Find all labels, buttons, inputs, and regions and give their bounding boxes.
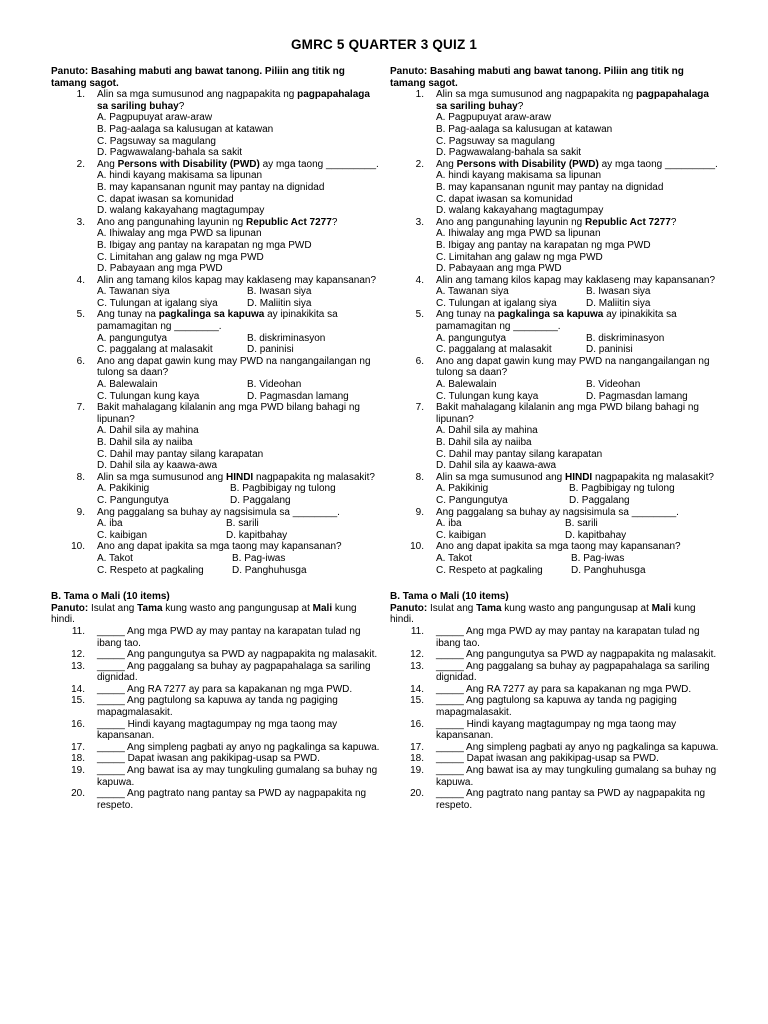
answer-choice: D. Pabayaan ang mga PWD — [97, 263, 223, 275]
statement-text: _____ Ang pangungutya sa PWD ay nagpapakita ng malasakit. — [97, 649, 378, 661]
statement-text: _____ Hindi kayang magtagumpay ng mga taong may kapansanan. — [97, 718, 338, 742]
answer-choice: B. Dahil sila ay naiiba — [436, 437, 532, 448]
page-title: GMRC 5 QUARTER 3 QUIZ 1 — [290, 37, 478, 52]
answer-choice-row — [97, 518, 381, 530]
statement-text: _____ Hindi kayang magtagumpay ng mga taong may kapansanan. — [436, 718, 677, 742]
section-b-heading: B. Tama o Mali (10 items) — [51, 591, 170, 603]
question-number: 12. — [71, 649, 85, 661]
question-number: 19. — [410, 765, 424, 777]
question-text: Alin ang tamang kilos kapag may kaklaseng may kapansanan? — [436, 274, 716, 286]
question-number: 12. — [410, 649, 424, 661]
true-false-item — [51, 626, 381, 649]
answer-choice-row — [97, 565, 381, 577]
statement-text: _____ Dapat iwasan ang pakikipag-usap sa PWD. — [436, 753, 659, 765]
question-text: Ang tunay na pagkalinga sa kapuwa ay ipinakikita sa pamamagitan ng ________. — [436, 309, 677, 333]
answer-choice: B. may kapansanan ngunit may pantay na dignidad — [97, 181, 325, 193]
answer-choice: D. kapitbahay — [565, 529, 627, 541]
question-number: 17. — [71, 741, 85, 753]
question-item — [390, 402, 720, 472]
question-number: 8. — [76, 471, 85, 483]
statement-text: _____ Ang simpleng pagbati ay anyo ng pagkalinga sa kapuwa. — [97, 741, 380, 753]
answer-choice: B. diskriminasyon — [247, 332, 326, 344]
question-text: Ang paggalang sa buhay ay nagsisimula sa ________. — [97, 506, 340, 518]
true-false-list — [51, 626, 381, 812]
answer-choice-row — [97, 483, 381, 495]
answer-choice: A. hindi kayang makisama sa lipunan — [436, 170, 602, 182]
instruction-a: Panuto: Basahing mabuti ang bawat tanong. Piliin ang titik ng tamang sagot. — [51, 66, 345, 89]
answer-blank: _________ — [664, 158, 716, 170]
question-number: 10. — [71, 541, 85, 553]
bold-text: pagkalinga sa kapuwa — [158, 309, 265, 321]
answer-choice: A. Pagpupuyat araw-araw — [97, 112, 213, 124]
bold-text: Persons with Disability (PWD) — [117, 158, 260, 170]
answer-choice: B. may kapansanan ngunit may pantay na dignidad — [436, 181, 664, 193]
true-false-item — [51, 742, 381, 754]
question-text: Alin ang tamang kilos kapag may kaklaseng may kapansanan? — [97, 274, 377, 286]
answer-choice: B. sarili — [565, 518, 598, 530]
question-item — [390, 275, 720, 310]
bold-text: pagkalinga sa kapuwa — [497, 309, 604, 321]
bold-text: Tama — [137, 602, 163, 614]
question-number: 20. — [410, 788, 424, 800]
true-false-item — [390, 765, 720, 788]
answer-choice-row — [436, 286, 720, 298]
answer-choice: B. Ibigay ang pantay na karapatan ng mga PWD — [436, 239, 651, 251]
question-item — [51, 275, 381, 310]
question-item — [51, 159, 381, 217]
question-number: 16. — [410, 718, 424, 730]
statement-text: _____ Ang paggalang sa buhay ay pagpapahalaga sa sariling dignidad. — [97, 660, 371, 684]
question-text: Ang Persons with Disability (PWD) ay mga taong _________. — [97, 158, 379, 170]
statement-text: _____ Ang pagtulong sa kapuwa ay tanda ng pagiging mapagmalasakit. — [436, 695, 677, 719]
answer-choice: C. Tulungan kung kaya — [436, 390, 539, 402]
question-text: Ano ang pangunahing layunin ng Republic Act 7277? — [436, 216, 677, 228]
instruction-b: Panuto: Isulat ang Tama kung wasto ang pangungusap at Mali kung hindi. — [51, 602, 357, 626]
answer-choice: C. Tulungan kung kaya — [97, 390, 200, 402]
answer-choice: B. Videohan — [586, 379, 641, 391]
answer-choice: A. Takot — [436, 552, 472, 564]
answer-choice: A. Pagpupuyat araw-araw — [436, 112, 552, 124]
answer-choice: D. Paggalang — [230, 494, 291, 506]
question-text: Ang Persons with Disability (PWD) ay mga taong _________. — [436, 158, 718, 170]
answer-choice: C. dapat iwasan sa komunidad — [97, 193, 234, 205]
answer-choice: B. Videohan — [247, 379, 302, 391]
true-false-item — [390, 788, 720, 811]
true-false-item — [51, 765, 381, 788]
question-number: 3. — [76, 216, 85, 228]
bold-text: pagpapahalaga sa sariling buhay — [436, 89, 709, 112]
question-item — [51, 356, 381, 402]
question-item — [390, 472, 720, 507]
true-false-item — [390, 719, 720, 742]
instruction-a: Panuto: Basahing mabuti ang bawat tanong. Piliin ang titik ng tamang sagot. — [390, 66, 684, 89]
answer-choice: C. dapat iwasan sa komunidad — [436, 193, 573, 205]
question-text: Ano ang dapat gawin kung may PWD na nangangailangan ng tulong sa daan? — [436, 355, 710, 379]
answer-choice: A. iba — [436, 518, 462, 530]
question-item — [390, 89, 720, 159]
true-false-item — [51, 684, 381, 696]
question-text: Ang paggalang sa buhay ay nagsisimula sa ________. — [436, 506, 679, 518]
answer-choice: A. Tawanan siya — [97, 286, 170, 298]
answer-choice: D. Dahil sila ay kaawa-awa — [97, 460, 218, 472]
statement-text: _____ Ang simpleng pagbati ay anyo ng pagkalinga sa kapuwa. — [436, 741, 719, 753]
question-number: 8. — [415, 471, 424, 483]
question-number: 10. — [410, 541, 424, 553]
answer-choice: B. sarili — [226, 518, 259, 530]
bold-text: Persons with Disability (PWD) — [456, 158, 599, 170]
question-number: 15. — [71, 695, 85, 707]
bold-text: Republic Act 7277 — [246, 216, 332, 228]
answer-choice-row — [97, 286, 381, 298]
question-number: 14. — [410, 683, 424, 695]
answer-choice: C. Dahil may pantay silang karapatan — [97, 448, 264, 460]
statement-text: _____ Ang bawat isa ay may tungkuling gumalang sa buhay ng kapuwa. — [97, 765, 378, 788]
question-number: 18. — [71, 753, 85, 765]
bold-text: Panuto: — [390, 602, 428, 614]
answer-choice: C. Pangungutya — [97, 494, 169, 506]
answer-choice: C. paggalang at malasakit — [97, 344, 213, 356]
question-item — [51, 309, 381, 355]
answer-choice: A. iba — [97, 518, 123, 530]
question-text: Alin sa mga sumusunod ang HINDI nagpapakita ng malasakit? — [97, 471, 375, 483]
answer-choice: D. walang kakayahang magtagumpay — [97, 205, 265, 217]
answer-choice-row — [436, 391, 720, 403]
question-text: Ano ang pangunahing layunin ng Republic Act 7277? — [97, 216, 338, 228]
answer-choice: A. Tawanan siya — [436, 286, 509, 298]
answer-choice: A. Pakikinig — [97, 483, 150, 495]
answer-choice: D. Pagmasdan lamang — [586, 390, 688, 402]
answer-choice-row — [97, 391, 381, 403]
answer-choice: D. Maliitin siya — [586, 297, 651, 309]
answer-choice: A. Balewalain — [436, 379, 497, 391]
question-number: 18. — [410, 753, 424, 765]
answer-choice: A. hindi kayang makisama sa lipunan — [97, 170, 263, 182]
question-text: Ano ang dapat gawin kung may PWD na nangangailangan ng tulong sa daan? — [97, 355, 371, 379]
answer-choice: C. Pagsuway sa magulang — [97, 135, 216, 147]
true-false-item — [390, 626, 720, 649]
quiz-column-right — [390, 66, 720, 811]
answer-choice: A. Dahil sila ay mahina — [97, 425, 199, 437]
bold-text: Mali — [312, 602, 333, 614]
question-number: 20. — [71, 788, 85, 800]
answer-choice: D. Panghuhusga — [571, 564, 646, 576]
true-false-item — [390, 684, 720, 696]
bold-text: Mali — [651, 602, 672, 614]
answer-choice-row — [436, 495, 720, 507]
true-false-item — [51, 661, 381, 684]
question-number: 4. — [415, 274, 424, 286]
statement-text: _____ Ang pagtrato nang pantay sa PWD ay nagpapakita ng respeto. — [97, 788, 367, 811]
question-number: 4. — [76, 274, 85, 286]
answer-choice: C. Tulungan at igalang siya — [436, 297, 557, 309]
answer-choice: A. Balewalain — [97, 379, 158, 391]
answer-choice: B. Pag-iwas — [571, 552, 625, 564]
question-text: Bakit mahalagang kilalanin ang mga PWD bilang bahagi ng lipunan? — [436, 402, 699, 425]
bold-text: Tama — [476, 602, 502, 614]
true-false-item — [51, 753, 381, 765]
question-number: 14. — [71, 683, 85, 695]
statement-text: _____ Ang RA 7277 ay para sa kapakanan ng mga PWD. — [436, 683, 692, 695]
answer-choice-row — [436, 298, 720, 310]
question-number: 9. — [76, 506, 85, 518]
question-number: 7. — [415, 402, 424, 414]
answer-choice: B. Pag-aalaga sa kalusugan at katawan — [436, 123, 613, 135]
bold-text: Panuto: — [51, 602, 89, 614]
question-text: Alin sa mga sumusunod ang nagpapakita ng pagpapahalaga sa sariling buhay? — [436, 89, 709, 112]
answer-choice-row — [436, 565, 720, 577]
true-false-item — [390, 661, 720, 684]
answer-choice: D. Paggalang — [569, 494, 630, 506]
question-text: Ang tunay na pagkalinga sa kapuwa ay ipinakikita sa pamamagitan ng ________. — [97, 309, 338, 333]
question-text: Bakit mahalagang kilalanin ang mga PWD bilang bahagi ng lipunan? — [97, 402, 360, 425]
question-item — [390, 217, 720, 275]
answer-choice: C. kaibigan — [436, 529, 487, 541]
answer-choice: A. Ihiwalay ang mga PWD sa lipunan — [436, 228, 601, 240]
answer-choice-row — [97, 379, 381, 391]
answer-choice: C. Limitahan ang galaw ng mga PWD — [436, 251, 603, 263]
answer-choice: A. Takot — [97, 552, 133, 564]
statement-text: _____ Ang paggalang sa buhay ay pagpapahalaga sa sariling dignidad. — [436, 660, 710, 684]
question-number: 3. — [415, 216, 424, 228]
answer-choice-row — [97, 495, 381, 507]
question-text: Alin sa mga sumusunod ang nagpapakita ng pagpapahalaga sa sariling buhay? — [97, 89, 370, 112]
answer-choice: B. Dahil sila ay naiiba — [97, 437, 193, 448]
answer-choice: C. kaibigan — [97, 529, 148, 541]
bold-text: pagpapahalaga sa sariling buhay — [97, 89, 370, 112]
bold-text: HINDI — [564, 471, 593, 483]
answer-choice: A. Dahil sila ay mahina — [436, 425, 538, 437]
answer-choice-row — [436, 518, 720, 530]
true-false-item — [390, 753, 720, 765]
question-item — [51, 507, 381, 542]
answer-choice-row — [97, 530, 381, 542]
statement-text: _____ Ang mga PWD ay may pantay na karapatan tulad ng ibang tao. — [436, 625, 700, 649]
question-number: 17. — [410, 741, 424, 753]
statement-text: _____ Ang RA 7277 ay para sa kapakanan ng mga PWD. — [97, 683, 353, 695]
question-item — [390, 507, 720, 542]
answer-choice: C. Dahil may pantay silang karapatan — [436, 448, 603, 460]
question-item — [51, 541, 381, 576]
section-b-heading: B. Tama o Mali (10 items) — [390, 591, 509, 603]
question-item — [390, 159, 720, 217]
answer-choice: C. Respeto at pagkaling — [436, 564, 543, 576]
statement-text: _____ Ang mga PWD ay may pantay na karapatan tulad ng ibang tao. — [97, 625, 361, 649]
answer-choice: D. Dahil sila ay kaawa-awa — [436, 460, 557, 472]
answer-choice: D. Pabayaan ang mga PWD — [436, 263, 562, 275]
statement-text: _____ Ang pagtrato nang pantay sa PWD ay nagpapakita ng respeto. — [436, 788, 706, 811]
answer-choice: D. Panghuhusga — [232, 564, 307, 576]
bold-text: HINDI — [225, 471, 254, 483]
answer-choice-row — [97, 298, 381, 310]
question-number: 5. — [76, 309, 85, 321]
answer-choice: C. Tulungan at igalang siya — [97, 297, 218, 309]
answer-choice-row — [97, 344, 381, 356]
answer-choice: D. Pagwawalang-bahala sa sakit — [97, 147, 243, 159]
answer-choice: C. Pangungutya — [436, 494, 508, 506]
question-number: 7. — [76, 402, 85, 414]
question-number: 6. — [415, 355, 424, 367]
question-number: 13. — [410, 660, 424, 672]
true-false-item — [390, 742, 720, 754]
answer-choice: B. diskriminasyon — [586, 332, 665, 344]
answer-choice: D. Maliitin siya — [247, 297, 312, 309]
statement-text: _____ Ang bawat isa ay may tungkuling gumalang sa buhay ng kapuwa. — [436, 765, 717, 788]
question-item — [390, 309, 720, 355]
answer-choice: D. paninisi — [586, 344, 633, 356]
true-false-item — [51, 719, 381, 742]
answer-choice-row — [436, 483, 720, 495]
question-number: 5. — [415, 309, 424, 321]
question-number: 15. — [410, 695, 424, 707]
question-text: Alin sa mga sumusunod ang HINDI nagpapakita ng malasakit? — [436, 471, 714, 483]
answer-choice: C. Respeto at pagkaling — [97, 564, 204, 576]
question-number: 1. — [76, 89, 85, 101]
answer-choice: B. Iwasan siya — [586, 286, 651, 298]
question-number: 6. — [76, 355, 85, 367]
answer-choice: C. paggalang at malasakit — [436, 344, 552, 356]
answer-choice: A. Ihiwalay ang mga PWD sa lipunan — [97, 228, 262, 240]
answer-choice-row — [436, 530, 720, 542]
true-false-list — [390, 626, 720, 812]
answer-choice-row — [97, 553, 381, 565]
true-false-item — [51, 788, 381, 811]
question-number: 16. — [71, 718, 85, 730]
question-number: 13. — [71, 660, 85, 672]
statement-text: _____ Dapat iwasan ang pakikipag-usap sa PWD. — [97, 753, 320, 765]
true-false-item — [51, 649, 381, 661]
answer-choice-row — [436, 553, 720, 565]
answer-choice-row — [97, 333, 381, 345]
question-number: 11. — [410, 625, 424, 637]
question-text: Ano ang dapat ipakita sa mga taong may kapansanan? — [97, 541, 342, 553]
instruction-b: Panuto: Isulat ang Tama kung wasto ang pangungusap at Mali kung hindi. — [390, 602, 696, 626]
true-false-item — [390, 695, 720, 718]
answer-choice-row — [436, 344, 720, 356]
question-item — [51, 217, 381, 275]
answer-choice: B. Iwasan siya — [247, 286, 312, 298]
question-item — [390, 356, 720, 402]
question-number: 2. — [76, 158, 85, 170]
answer-choice-row — [436, 333, 720, 345]
answer-choice: B. Ibigay ang pantay na karapatan ng mga PWD — [97, 239, 312, 251]
answer-choice: D. Pagmasdan lamang — [247, 390, 349, 402]
true-false-item — [51, 695, 381, 718]
question-number: 2. — [415, 158, 424, 170]
quiz-column-left — [51, 66, 381, 811]
statement-text: _____ Ang pangungutya sa PWD ay nagpapakita ng malasakit. — [436, 649, 717, 661]
answer-choice: D. Pagwawalang-bahala sa sakit — [436, 147, 582, 159]
answer-choice: A. pangungutya — [97, 332, 168, 344]
answer-blank: _________ — [325, 158, 377, 170]
answer-choice: C. Limitahan ang galaw ng mga PWD — [97, 251, 264, 263]
answer-choice: B. Pag-aalaga sa kalusugan at katawan — [97, 123, 274, 135]
true-false-item — [390, 649, 720, 661]
answer-choice: B. Pag-iwas — [232, 552, 286, 564]
bold-text: Republic Act 7277 — [585, 216, 671, 228]
answer-choice: D. walang kakayahang magtagumpay — [436, 205, 604, 217]
answer-choice: C. Pagsuway sa magulang — [436, 135, 555, 147]
question-item — [51, 402, 381, 472]
question-number: 19. — [71, 765, 85, 777]
statement-text: _____ Ang pagtulong sa kapuwa ay tanda ng pagiging mapagmalasakit. — [97, 695, 338, 719]
answer-choice-row — [436, 379, 720, 391]
answer-choice: B. Pagbibigay ng tulong — [230, 483, 336, 495]
question-item — [390, 541, 720, 576]
question-number: 11. — [71, 625, 85, 637]
question-item — [51, 89, 381, 159]
answer-choice: D. paninisi — [247, 344, 294, 356]
question-number: 9. — [415, 506, 424, 518]
answer-choice: D. kapitbahay — [226, 529, 288, 541]
question-number: 1. — [415, 89, 424, 101]
question-text: Ano ang dapat ipakita sa mga taong may kapansanan? — [436, 541, 681, 553]
answer-choice: A. Pakikinig — [436, 483, 489, 495]
question-item — [51, 472, 381, 507]
answer-choice: A. pangungutya — [436, 332, 507, 344]
answer-choice: B. Pagbibigay ng tulong — [569, 483, 675, 495]
